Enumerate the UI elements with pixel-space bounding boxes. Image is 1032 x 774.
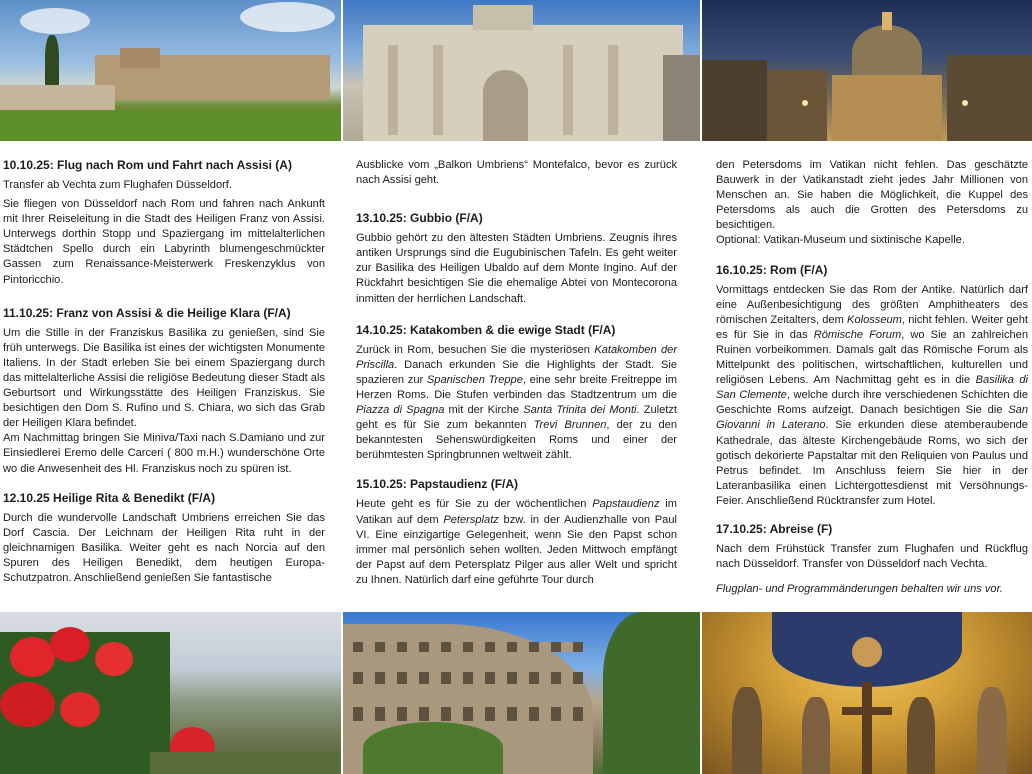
day-heading: 16.10.25: Rom (F/A) — [716, 262, 828, 277]
column-left — [3, 158, 325, 592]
paragraph: Durch die wundervolle Landschaft Umbriens erreichen Sie das Dorf Cascia. Der Leichnam der Heiligen Rita ruht in der gleichnamigen Basilika. Weiter geht es nach Norcia auf den Spuren des Heiligen Benedikt, dem heutigen Europa-Schutzpatron. Anschließend genießen Sie fantastische — [3, 511, 325, 584]
paragraph: Transfer ab Vechta zum Flughafen Düsseldorf. — [3, 179, 232, 191]
day-heading: 10.10.25: Flug nach Rom und Fahrt nach Assisi (A) — [3, 158, 292, 172]
day-heading: 12.10.25 Heilige Rita & Benedikt (F/A) — [3, 490, 216, 505]
paragraph: Um die Stille in der Franziskus Basilika zu genießen, sind Sie früh unterwegs. Die Basilika ist eines der wichtigsten Monumente Italiens. In der Stadt erleben Sie bei einem Spaziergang durch das mittelalterliche Assisi die religiöse Bedeutung dieser Stadt als Geburtsort und Wirkungsstätte des Heiligen Franziskus. Sie besichtigen den Dom S. Rufino und S. Chiara, wo sich das Grab der Heiligen Klara befindet. — [3, 326, 325, 430]
column-right — [716, 158, 1028, 603]
paragraph: Gubbio gehört zu den ältesten Städten Umbriens. Zeugnis ihres antiken Ursprungs sind die Eugubinischen Tafeln. Es geht weiter zur Basilika des Heiligen Ubaldo auf dem Monte Ingino. Auf der Rückfahrt besichtigen Sie die ehemalige Abtei von Montecorona inmitten der herrlichen Landschaft. — [356, 232, 677, 305]
paragraph: Optional: Vatikan-Museum und sixtinische Kapelle. — [716, 234, 965, 247]
photo-apse-mosaic — [702, 612, 1032, 774]
day-heading: 17.10.25: Abreise (F) — [716, 521, 833, 536]
paragraph: den Petersdoms im Vatikan nicht fehlen. Das geschätzte Bauwerk in der Vatikanstadt zieht jedes Jahr Millionen von Menschen an. Sie haben die Möglichkeit, die Kuppel des Petersdoms als auch die Grotten des Petersdoms zu besichtigen. — [716, 159, 1028, 232]
footnote: Flugplan- und Programmänderungen behalten wir uns vor. — [716, 583, 1003, 596]
paragraph: Zurück in Rom, besuchen Sie die mysteriösen Katakomben der Priscilla. Danach erkunden Sie die Highlights der Stadt. Sie spazieren zur Spanischen Treppe, eine sehr breite Freitreppe im Herzen Roms. Die Stufen verbinden das Stadtzentrum um die Piazza di Spagna mit der Kirche Santa Trinita dei Monti. Zuletzt geht es für Sie zum bekannten Trevi Brunnen, der zu den bekanntesten Sehenswürdigkeiten Roms und einer der berühmtesten Springbrunnen weltweit zählt. — [356, 343, 678, 462]
day-heading: 13.10.25: Gubbio (F/A) — [356, 211, 483, 226]
paragraph: Sie fliegen von Düsseldorf nach Rom und fahren nach Ankunft mit Ihrer Reiseleitung in die Stadt des Heiligen Franz von Assisi. Unterwegs dorthin Stopp und Spaziergang im mittelalterlichen Städtchen Spello durch ein Labyrinth blumengeschmückter Gassen zum Renaissance-Meisterwerk Freskenzyklus von Pintoricchio. — [3, 198, 325, 286]
photo-trevi-fountain — [343, 0, 700, 141]
photo-st-peters-night — [702, 0, 1032, 141]
day-heading: 14.10.25: Katakomben & die ewige Stadt (F/A) — [356, 322, 616, 337]
photo-red-flowers-umbria — [0, 612, 341, 774]
paragraph: Nach dem Frühstück Transfer zum Flughafen und Rückflug nach Düsseldorf. Transfer von Düsseldorf nach Vechta. — [716, 542, 1028, 571]
column-middle — [356, 158, 677, 594]
paragraph: Heute geht es für Sie zu der wöchentlichen Papstaudienz im Vatikan auf dem Petersplatz bzw. in der Audienzhalle von Paul VI. Eine einzigartige Gelegenheit, wenn Sie den Papst schon immer mal persönlich sehen wollten. Jeden Mittwoch empfängt der Papst auf dem Petersplatz Pilger aus aller Welt und spricht zu Ihnen. Natürlich darf eine geführte Tour durch — [356, 498, 677, 586]
paragraph: Ausblicke vom „Balkon Umbriens“ Montefalco, bevor es zurück nach Assisi geht. — [356, 159, 677, 187]
day-heading: 15.10.25: Papstaudienz (F/A) — [356, 477, 519, 492]
day-heading: 11.10.25: Franz von Assisi & die Heilige Klara (F/A) — [3, 305, 291, 320]
paragraph: Am Nachmittag bringen Sie Miniva/Taxi nach S.Damiano und zur Einsiedlerei Eremo delle Carceri ( 800 m.H.) wunderschöne Orte wo die Anwesenheit des Hl. Franziskus noch zu spüren ist. — [3, 432, 325, 475]
photo-colosseum — [343, 612, 700, 774]
paragraph: Vormittags entdecken Sie das Rom der Antike. Natürlich darf eine Außenbesichtigung des größten Amphitheaters des römischen Zeitalters, dem Kolosseum, nicht fehlen. Weiter geht es für Sie in das Römische Forum, wo Sie an zahlreichen Ruinen vorbeikommen. Damals galt das Römische Forum als Mittelpunkt des politischen, wirtschaftlichen, kulturellen und religiösen Lebens. Am Nachmittag geht es in die Basilika di San Clemente, welche durch ihre verschiedenen Schichten die Geschichte Roms aufzeigt. Danach besichtigen Sie die San Giovanni in Laterano. Sie erkunden diese atemberaubende Kathedrale, das älteste Kirchengebäude Roms, wo sich der gotisch dekorierte Papstaltar mit den Reliquien von Paulus und Petrus befindet. Im Anschluss feiern Sie hier in der Lateranbasilika einen Lichtergottesdienst mit Versöhnungs-Feier. Anschließend Rücktransfer zum Hotel. — [716, 283, 1028, 507]
photo-assisi-landscape — [0, 0, 341, 141]
